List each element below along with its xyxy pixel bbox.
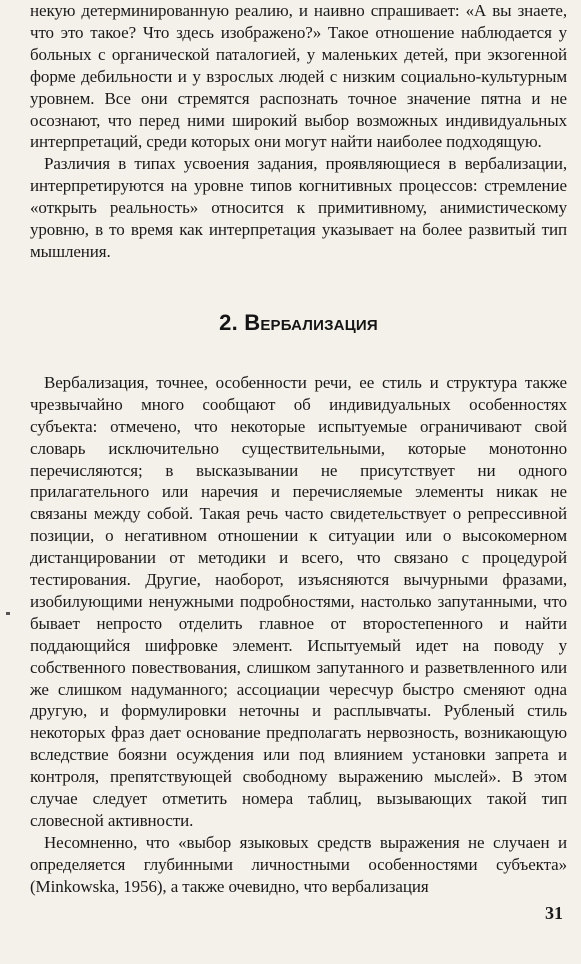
text-block-bottom (30, 372, 567, 898)
paragraph: Несомненно, что «выбор языковых средств выражения не случаен и определяется глубинными личностными особенностями субъекта» (Minkowska, 1956), а также очевидно, что вербализация (30, 832, 567, 896)
page-number: 31 (545, 903, 563, 923)
section-number: 2. (219, 309, 238, 335)
paragraph: некую детерминированную реалию, и наивно спрашивает: «А вы знаете, что это такое? Что здесь изображено?» Такое отношение наблюдается у больных с органической паталогией, у маленьких детей, при экзогенной форме дебильности и у взрослых людей с низким социально-культурным уровнем. Все они стремятся распознать точное значение пятна и не осознают, что перед ними широкий выбор возможных индивидуальных интерпретаций, среди которых они могут найти наиболее подходящую. (30, 1, 567, 152)
paragraph: Различия в типах усвоения задания, проявляющиеся в вербализации, интерпретируются на уровне типов когнитивных процессов: стремление «открыть реальность» относится к примитивному, анимистическому уровню, в то время как интерпретация указывает на более развитый тип мышления. (30, 154, 567, 261)
text-block-top (30, 0, 567, 263)
section-heading (30, 310, 567, 336)
margin-mark (6, 612, 10, 615)
section-title: Вербализация (244, 309, 378, 335)
paragraph: Вербализация, точнее, особенности речи, ее стиль и структура также чрезвычайно много сообщают об индивидуальных особенностях субъекта: отмечено, что некоторые испытуемые ограничивают свой словарь исключительно существительными, которые монотонно перечисляются; в высказывании не присутствует ни одного прилагательного или наречия и перечисляемые элементы никак не связаны между собой. Такая речь часто свидетельствует о репрессивной позиции, о негативном отношении к ситуации или о высокомерном дистанцировании от методики и всего, что связано с процедурой тестирования. Другие, наоборот, изъясняются вычурными фразами, изобилующими ненужными подробностями, настолько запутанными, что бывает непросто отделить главное от второстепенного и найти поддающийся шифровке элемент. Испытуемый идет на поводу у собственного повествования, слишком запутанного и разветвленного или же слишком надуманного; ассоциации чересчур быстро сменяют одна другую, и формулировки неточны и расплывчаты. Рубленый стиль некоторых фраз дает основание предполагать нервозность, возникающую вследствие боязни осуждения или под влиянием установки запрета и контроля, препятствующей свободному выражению мыслей». В этом случае следует отметить номера таблиц, вызывающих такой тип словесной активности. (30, 372, 567, 830)
